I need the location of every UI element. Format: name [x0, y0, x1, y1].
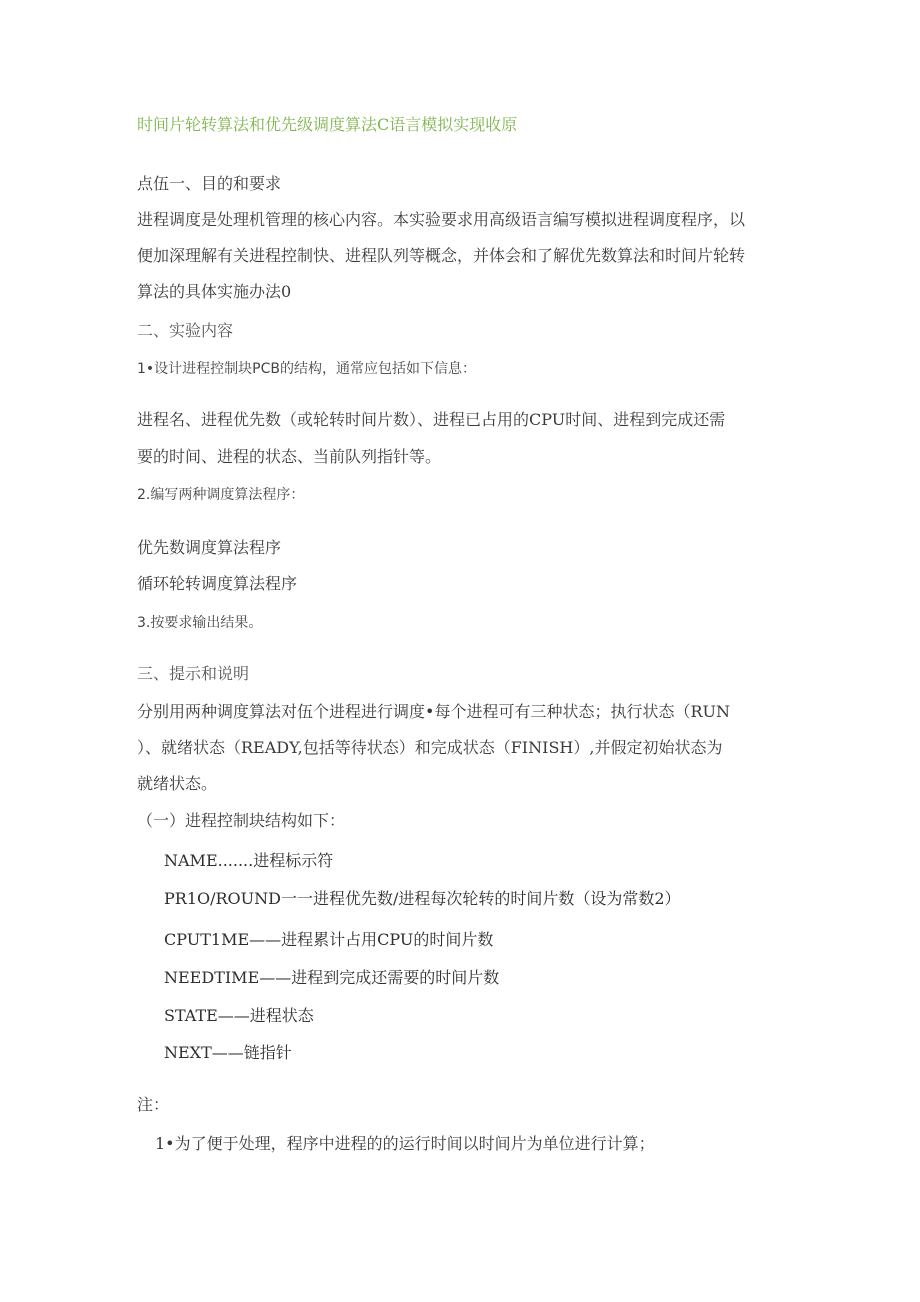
pcb-field-next: NEXT——链指针	[164, 1043, 292, 1062]
section2-item2-sub-2: 循环轮转调度算法程序	[137, 574, 298, 593]
section3-subheading: （一）进程控制块结构如下：	[137, 811, 346, 830]
pcb-field-needtime: NEEDTIME——进程到完成还需要的时间片数	[164, 968, 500, 987]
section3-heading: 三、提示和说明	[137, 664, 250, 683]
section1-paragraph-line-3: 算法的具体实施办法0	[137, 282, 292, 301]
pcb-field-cputime: CPUT1ME——进程累计占用CPU的时间片数	[164, 930, 494, 949]
document-title: 时间片轮转算法和优先级调度算法C语言模拟实现收原	[137, 115, 518, 134]
note-item-1: 1•为了便于处理，程序中进程的的运行时间以时间片为单位进行计算；	[155, 1134, 655, 1153]
section2-item1-line-2: 要的时间、进程的状态、当前队列指针等。	[137, 447, 442, 466]
pcb-field-state: STATE——进程状态	[164, 1006, 314, 1025]
section2-heading: 二、实验内容	[137, 321, 234, 340]
section1-heading: 点伍一、目的和要求	[137, 174, 282, 193]
section3-paragraph-line-2: ）、就绪状态（READY,包括等待状态）和完成状态（FINISH）,并假定初始状态为	[137, 738, 723, 757]
section2-item2-sub-1: 优先数调度算法程序	[137, 538, 282, 557]
section1-paragraph-line-2: 便加深理解有关进程控制快、进程队列等概念，并体会和了解优先数算法和时间片轮转	[137, 246, 746, 265]
pcb-field-name: NAME.......进程标示符	[164, 851, 334, 870]
section2-item1: 1•设计进程控制块PCB的结构，通常应包括如下信息：	[137, 361, 476, 377]
section2-item2: 2.编写两种调度算法程序：	[137, 487, 305, 503]
pcb-field-prio-round: PR1O/ROUND一一进程优先数/进程每次轮转的时间片数（设为常数2）	[164, 889, 681, 908]
notes-heading: 注：	[137, 1095, 170, 1114]
section2-item3: 3.按要求输出结果。	[137, 615, 263, 631]
section3-paragraph-line-3: 就绪状态。	[137, 774, 218, 793]
section3-paragraph-line-1: 分别用两种调度算法对伍个进程进行调度•每个进程可有三种状态；执行状态（RUN	[137, 702, 730, 721]
section1-paragraph-line-1: 进程调度是处理机管理的核心内容。本实验要求用高级语言编写模拟进程调度程序，以	[137, 210, 746, 229]
section2-item1-line-1: 进程名、进程优先数（或轮转时间片数）、进程已占用的CPU时间、进程到完成还需	[137, 410, 726, 429]
